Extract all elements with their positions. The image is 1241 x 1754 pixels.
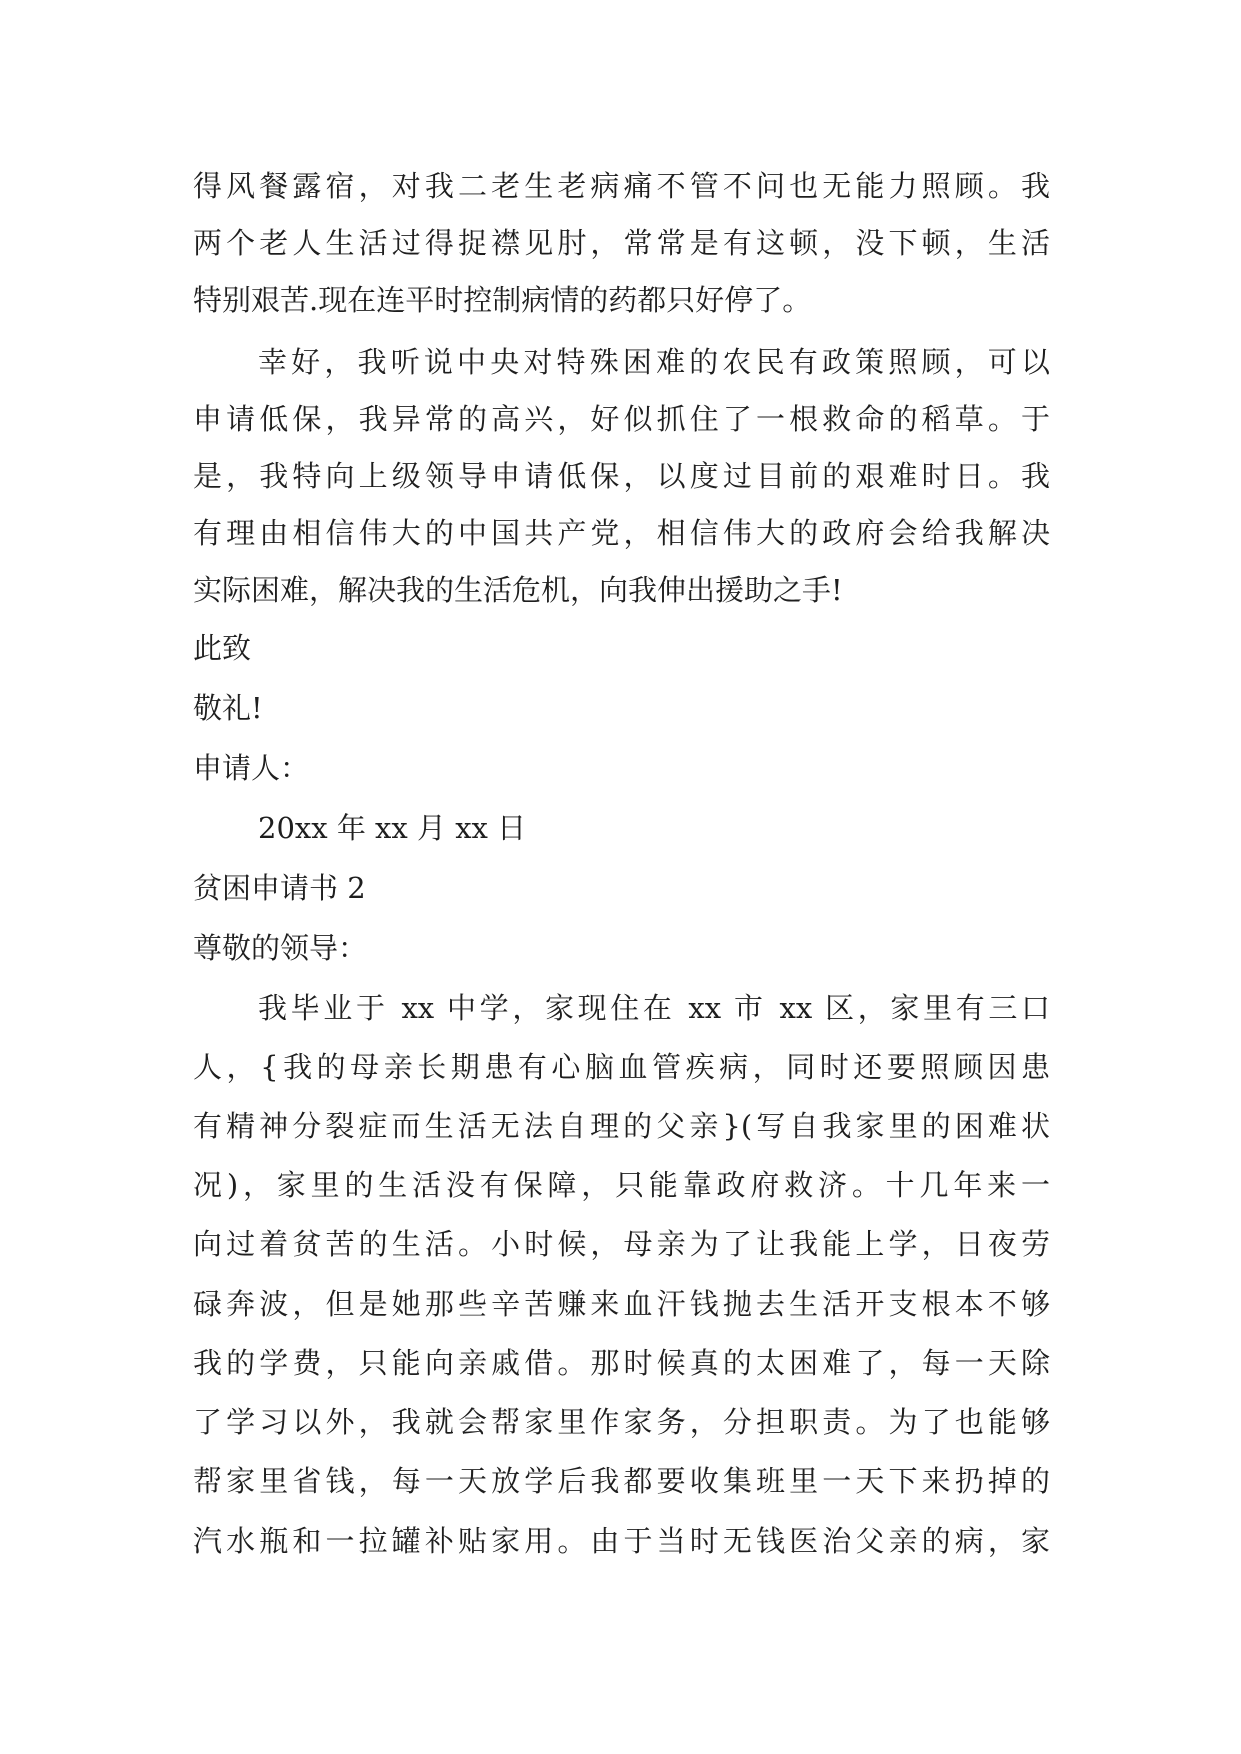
letter1-body-line: 特别艰苦.现在连平时控制病情的药都只好停了。	[193, 283, 812, 317]
letter1-paragraph2-line: 申请低保，我异常的高兴，好似抓住了一根救命的稻草。于	[193, 402, 1050, 436]
letter1-body-line: 两个老人生活过得捉襟见肘，常常是有这顿，没下顿，生活	[193, 226, 1050, 260]
letter2-title: 贫困申请书 2	[193, 871, 366, 905]
letter1-paragraph2-line: 幸好，我听说中央对特殊困难的农民有政策照顾，可以	[258, 345, 1050, 379]
letter2-paragraph1-line: 人，{我的母亲长期患有心脑血管疾病，同时还要照顾因患	[193, 1050, 1050, 1084]
letter1-paragraph2-line: 是，我特向上级领导申请低保，以度过目前的艰难时日。我	[193, 459, 1050, 493]
letter1-closing: 此致	[193, 631, 252, 665]
letter1-paragraph2-line: 有理由相信伟大的中国共产党，相信伟大的政府会给我解决	[193, 516, 1050, 550]
letter2-paragraph1-line: 了学习以外，我就会帮家里作家务，分担职责。为了也能够	[193, 1405, 1050, 1439]
letter2-paragraph1-line: 碌奔波，但是她那些辛苦赚来血汗钱抛去生活开支根本不够	[193, 1287, 1050, 1321]
letter2-paragraph1-line: 向过着贫苦的生活。小时候，母亲为了让我能上学，日夜劳	[193, 1227, 1050, 1261]
letter1-paragraph2-line: 实际困难，解决我的生活危机，向我伸出援助之手!	[193, 573, 843, 607]
letter2-paragraph1-line: 帮家里省钱，每一天放学后我都要收集班里一天下来扔掉的	[193, 1464, 1050, 1498]
letter2-paragraph1-line: 有精神分裂症而生活无法自理的父亲}(写自我家里的困难状	[193, 1109, 1050, 1143]
letter2-paragraph1-line: 我的学费，只能向亲戚借。那时候真的太困难了，每一天除	[193, 1346, 1050, 1380]
letter2-greeting: 尊敬的领导：	[193, 931, 368, 965]
letter2-paragraph1-line: 况)，家里的生活没有保障，只能靠政府救济。十几年来一	[193, 1168, 1050, 1202]
letter1-body-line: 得风餐露宿，对我二老生老病痛不管不问也无能力照顾。我	[193, 169, 1050, 203]
letter1-date: 20xx 年 xx 月 xx 日	[258, 811, 527, 845]
letter1-salute: 敬礼!	[193, 691, 263, 725]
letter1-applicant-label: 申请人：	[193, 751, 310, 785]
letter2-paragraph1-line: 我毕业于 xx 中学，家现住在 xx 市 xx 区，家里有三口	[258, 991, 1050, 1025]
letter2-paragraph1-line: 汽水瓶和一拉罐补贴家用。由于当时无钱医治父亲的病，家	[193, 1524, 1050, 1558]
